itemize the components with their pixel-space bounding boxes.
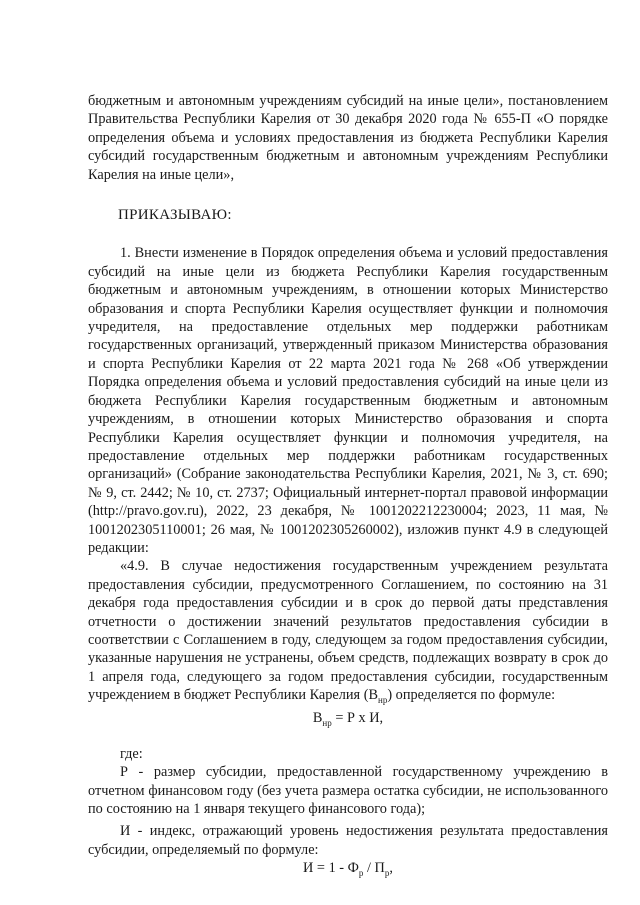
formula-1-subscript: нр	[322, 718, 332, 729]
formula-2-subscript-1: р	[358, 868, 364, 879]
item-1-paragraph: 1. Внести изменение в Порядок определения объема и условий предоставления субсидий на иные цели из бюджета Республики Карелия государственным бюджетным и автономным учреждениям, в отношении которых Министерство образования и спорта Республики Карелия осуществляет функции и полномочия учредителя, на предоставление отдельных мер поддержки работникам государственных организаций, утвержденный приказом Министерства образования и спорта Республики Карелия от 22 марта 2021 года № 268 «Об утверждении Порядка определения объема и условий предоставления субсидий на иные цели из бюджета Республики Карелия государственным бюджетным и автономным учреждениям, в отношении которых Министерство образования и спорта Республики Карелия осуществляет функции и полномочия учредителя, на предоставление отдельных мер поддержки работникам государственных организаций» (Собрание законодательства Республики Карелия, 2021, № 3, ст. 690; № 9, ст. 2442; № 10, ст. 2737; Официальный интернет-портал правовой информации (http://pravo.gov.ru), 2022, 23 декабря, № 1001202212230004; 2023, 11 мая, № 1001202305110001; 26 мая, № 1001202305260002), изложив пункт 4.9 в следующей редакции:	[88, 245, 608, 556]
document-page	[88, 92, 608, 882]
formula-1-rhs: = Р х И,	[331, 710, 384, 727]
formula-2-part-b: / П	[363, 860, 385, 877]
formula-2-part-a: И = 1 - Ф	[303, 860, 359, 877]
formula-2-subscript-2: р	[384, 868, 390, 879]
definition-i: И - индекс, отражающий уровень недостижения результата предоставления субсидии, определяемый по формуле:	[88, 823, 608, 858]
formula-2	[88, 859, 608, 882]
formula-1-lhs: В	[312, 710, 323, 727]
item-4-9-text: «4.9. В случае недостижения государственным учреждением результата предоставления субсидии, предусмотренного Соглашением, по состоянию на 31 декабря года предоставления субсидии и в срок до первой даты представления отчетности о достижении значений результатов предоставления субсидии в соответствии с Соглашением в году, следующем за годом предоставления субсидии, указанные нарушения не устранены, объем средств, подлежащих возврату в срок до 1 апреля года, следующего за годом предоставления субсидии, государственным учреждением в бюджет Республики Карелия (В	[88, 558, 608, 704]
item-4-9-subscript: нр	[378, 695, 388, 706]
formula-1	[88, 709, 608, 732]
definition-p: Р - размер субсидии, предоставленной государственному учреждению в отчетном финансовом году (без учета размера остатка субсидии, не использованного по состоянию на 1 января текущего финансового года);	[88, 764, 608, 817]
where-label: где:	[120, 745, 143, 762]
order-heading: ПРИКАЗЫВАЮ:	[118, 207, 232, 224]
item-4-9-tail: ) определяется по формуле:	[387, 687, 556, 704]
item-4-9-paragraph	[88, 557, 608, 709]
formula-2-part-c: ,	[389, 860, 393, 877]
intro-paragraph: бюджетным и автономным учреждениям субсидий на иные цели», постановлением Правительства Республики Карелия от 30 декабря 2020 года № 655-П «О порядке определения объема и условиях предоставления из бюджета Республики Карелия субсидий государственным бюджетным и автономным учреждениям Республики Карелия на иные цели»,	[88, 93, 608, 183]
